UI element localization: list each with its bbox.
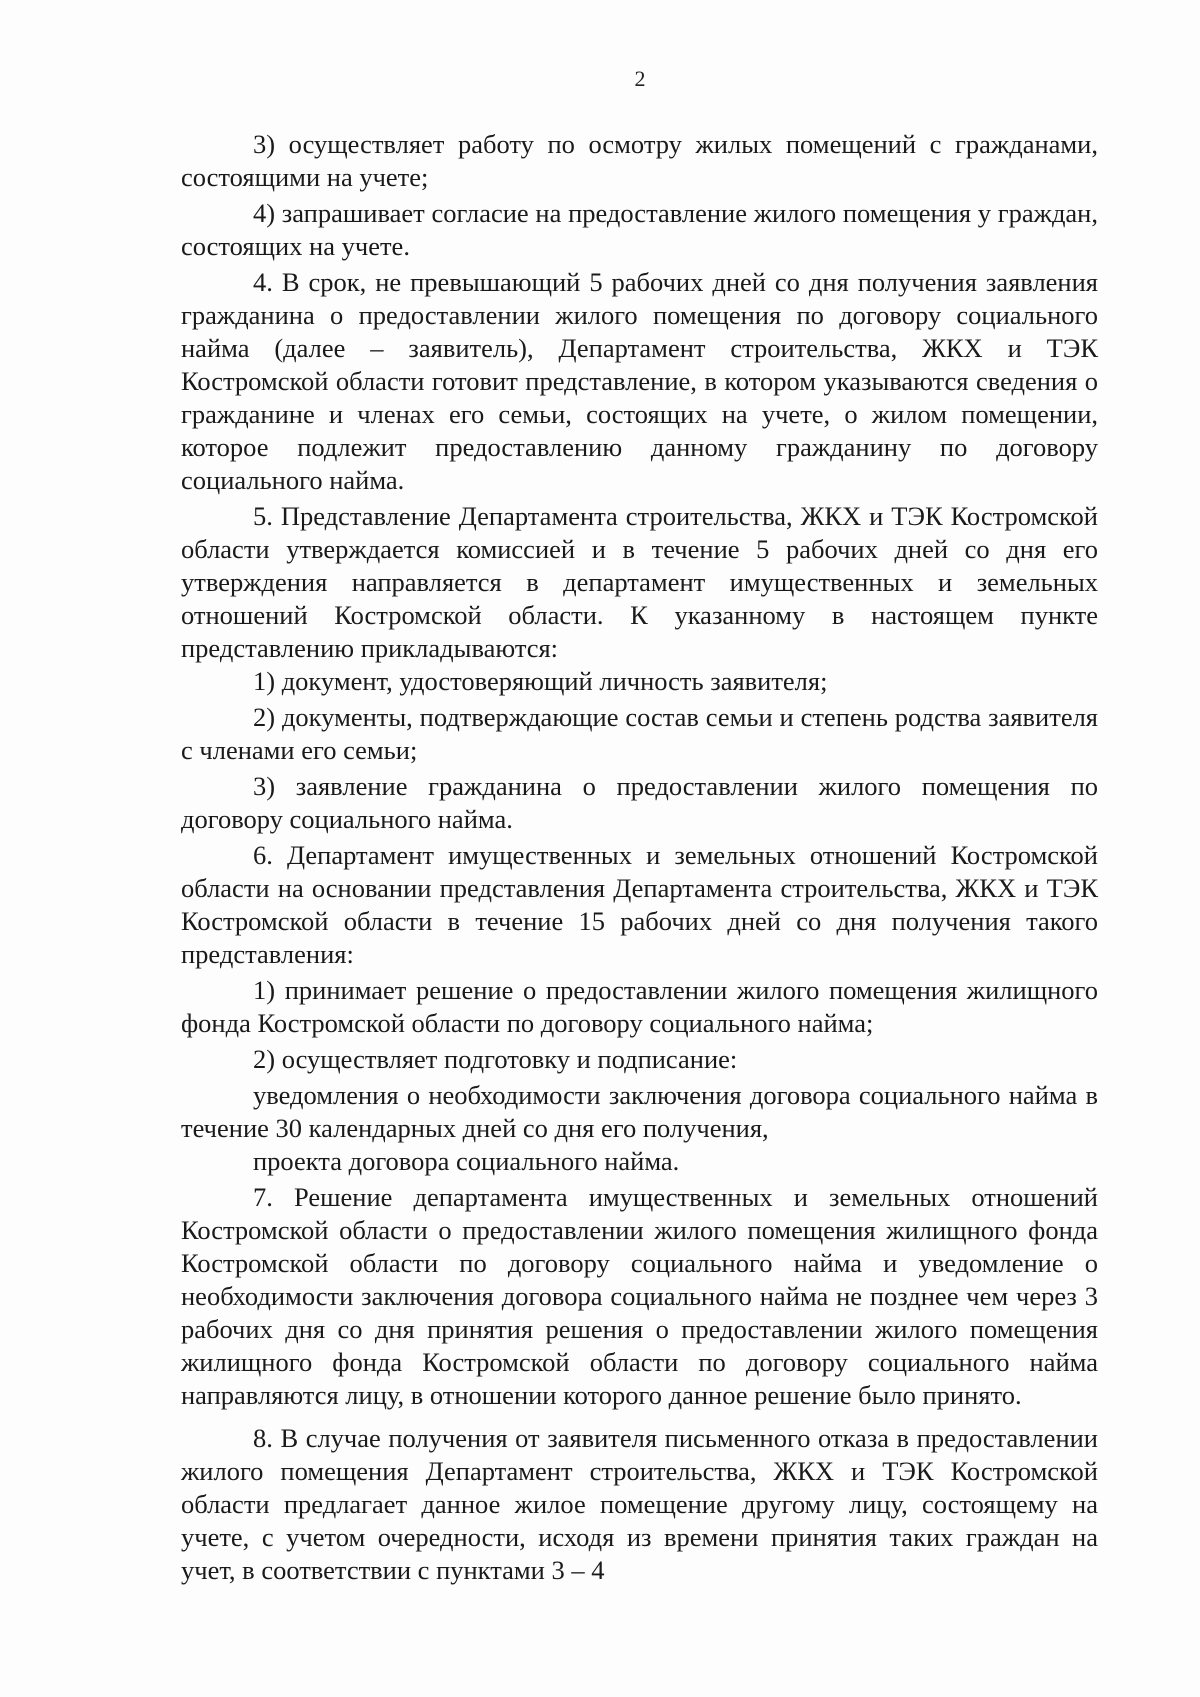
paragraph: 7. Решение департамента имущественных и земельных отношений Костромской области о предоставлении жилого помещения жилищного фонда Костромской области по договору социального найма и уведомление о необходимости заключения договора социального найма не позднее чем через 3 рабочих дня со дня принятия решения о предоставлении жилого помещения жилищного фонда Костромской области по договору социального найма направляются лицу, в отношении которого данное решение было принято. (181, 1182, 1098, 1410)
paragraph: 2) документы, подтверждающие состав семьи и степень родства заявителя с членами его семьи; (181, 702, 1098, 765)
paragraph: 3) заявление гражданина о предоставлении жилого помещения по договору социального найма. (181, 771, 1098, 834)
paragraph: 6. Департамент имущественных и земельных отношений Костромской области на основании представления Департамента строительства, ЖКХ и ТЭК Костромской области в течение 15 рабочих дней со дня получения такого представления: (181, 840, 1098, 969)
paragraph: уведомления о необходимости заключения договора социального найма в течение 30 календарных дней со дня его получения, (181, 1080, 1098, 1143)
paragraph: 2) осуществляет подготовку и подписание: (253, 1044, 738, 1074)
document-body (181, 128, 1098, 1587)
paragraph: 1) принимает решение о предоставлении жилого помещения жилищного фонда Костромской области по договору социального найма; (181, 975, 1098, 1038)
paragraph: 4) запрашивает согласие на предоставление жилого помещения у граждан, состоящих на учете. (181, 198, 1098, 261)
paragraph: проекта договора социального найма. (253, 1146, 680, 1176)
paragraph: 8. В случае получения от заявителя письменного отказа в предоставлении жилого помещения Департамент строительства, ЖКХ и ТЭК Костромской области предлагает данное жилое помещение другому лицу, состоящему на учете, с учетом очередности, исходя из времени принятия таких граждан на учет, в соответствии с пунктами 3 – 4 (181, 1423, 1098, 1585)
paragraph: 5. Представление Департамента строительства, ЖКХ и ТЭК Костромской области утверждается комиссией и в течение 5 рабочих дней со дня его утверждения направляется в департамент имущественных и земельных отношений Костромской области. К указанному в настоящем пункте представлению прикладываются: (181, 501, 1098, 663)
paragraph: 1) документ, удостоверяющий личность заявителя; (253, 666, 828, 696)
paragraph: 3) осуществляет работу по осмотру жилых помещений с гражданами, состоящими на учете; (181, 129, 1098, 192)
paragraph: 4. В срок, не превышающий 5 рабочих дней со дня получения заявления гражданина о предоставлении жилого помещения по договору социального найма (далее – заявитель), Департамент строительства, ЖКХ и ТЭК Костромской области готовит представление, в котором указываются сведения о гражданине и членах его семьи, состоящих на учете, о жилом помещении, которое подлежит предоставлению данному гражданину по договору социального найма. (181, 267, 1098, 495)
page-number: 2 (634, 66, 646, 91)
